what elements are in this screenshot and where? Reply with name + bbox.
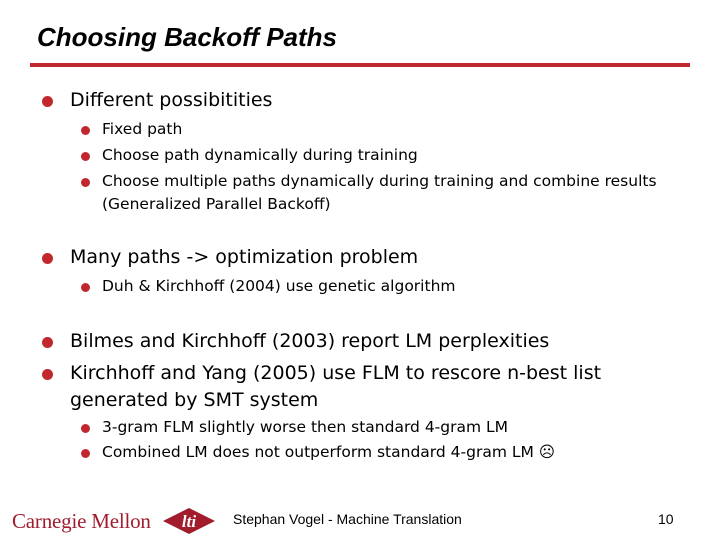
bullet-icon [81,283,90,292]
bullet-text: Fixed path [102,120,183,138]
slide-title: Choosing Backoff Paths [37,22,338,52]
bullet-text: Choose path dynamically during training [102,146,418,164]
bullet-text: Duh & Kirchhoff (2004) use genetic algorithm [102,277,456,295]
bullet-icon [42,96,53,107]
bullet-icon [81,126,90,135]
lti-logo-icon [159,506,219,536]
bullet-text: Kirchhoff and Yang (2005) use FLM to rescore n-best list [70,362,602,384]
carnegie-mellon-logo [12,505,219,537]
bullet-icon [81,178,90,187]
bullet-text-continued: generated by SMT system [70,389,319,411]
bullet-text: Combined LM does not outperform standard 4-gram LM ☹ [102,443,555,461]
bullet-icon [81,152,90,161]
bullet-icon [42,337,53,348]
bullet-icon [42,369,53,380]
lti-badge-text: lti [181,512,196,531]
bullet-icon [42,253,53,264]
bullet-text: Choose multiple paths dynamically during training and combine results [102,172,657,190]
bullet-text: 3-gram FLM slightly worse then standard 4-gram LM [102,418,509,436]
bullet-icon [81,449,90,458]
page-number: 10 [658,511,674,527]
bullet-text: Bilmes and Kirchhoff (2003) report LM perplexities [70,330,550,352]
bullet-text: Many paths -> optimization problem [70,246,419,268]
bullet-icon [81,424,90,433]
logo-text: Carnegie Mellon [12,508,151,533]
title-underline [30,63,690,67]
bullet-text: Different possibitities [70,89,273,111]
bullet-text-continued: (Generalized Parallel Backoff) [102,195,331,213]
footer-author: Stephan Vogel - Machine Translation [233,511,462,527]
